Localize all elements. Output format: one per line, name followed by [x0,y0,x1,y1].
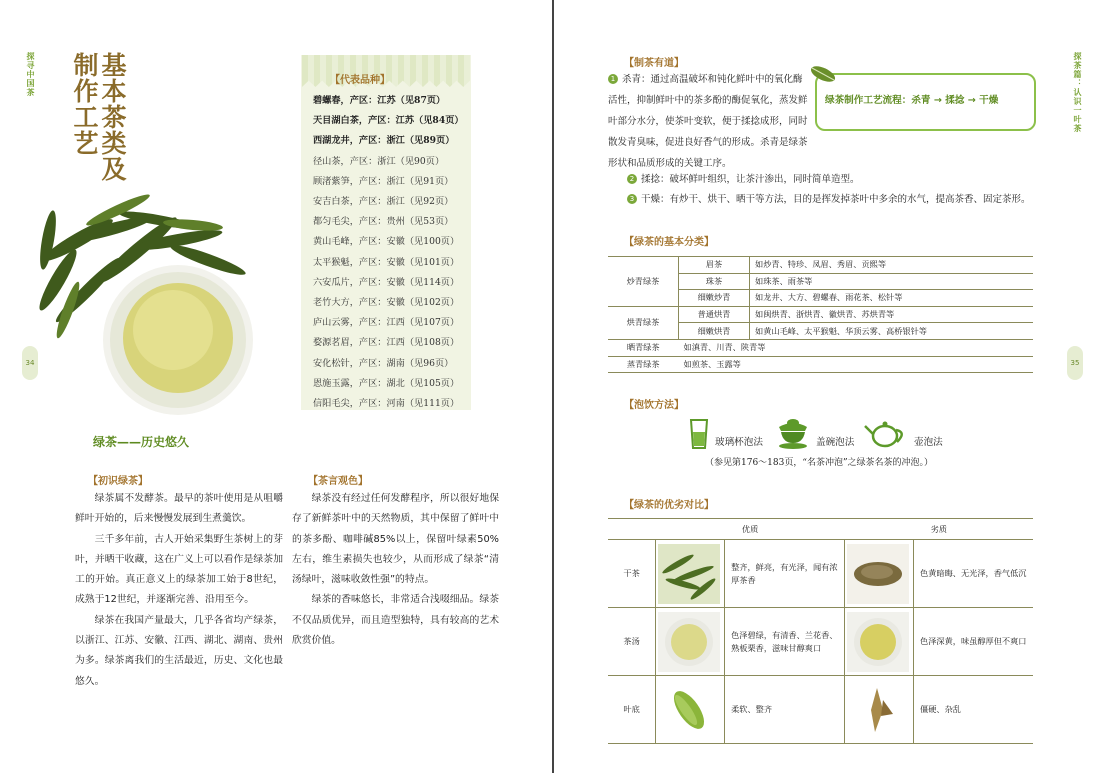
book-spine [552,0,554,773]
list-item: 西湖龙井，产区：浙江（见89页） [313,135,455,147]
examples: 如煎茶、玉露等 [679,356,1034,373]
process-step-2 [627,169,1047,190]
good-liquor-photo [656,608,725,676]
good-dry-leaf-photo [656,540,725,608]
list-item: 径山茶，产区：浙江（见90页） [313,155,445,167]
examples: 如黄山毛峰、太平猴魁、华顶云雾、高桥银针等 [750,323,1034,340]
comparison-title: 【绿茶的优劣对比】 [624,500,714,511]
list-item: 天目湖白茶，产区：江苏（见84页） [313,115,464,127]
group-name: 烘青绿茶 [608,306,679,339]
step-number: 2 [627,174,637,184]
paragraph: 三千多年前，古人开始采集野生茶树上的芽叶，并晒干收藏，这在广义上可以看作是绿茶加工的开始。真正意义上的绿茶加工始于8世纪，成熟于12世纪，并逐渐完善、沿用至今。 [75,533,283,606]
list-item: 太平猴魁，产区：安徽（见101页） [313,256,460,268]
view-text [292,489,499,651]
teapot-icon [863,418,909,448]
side-tab-left: 探寻中国茶 [26,52,35,97]
examples: 如龙井、大方、碧螺春、雨花茶、松针等 [750,290,1034,307]
header-bad: 劣质 [845,519,1033,540]
row-label: 茶汤 [608,608,656,676]
step-number: 3 [627,194,637,204]
step-text: 干燥：有炒干、烘干、晒干等方法，目的是挥发掉茶叶中多余的水气，提高茶香、固定茶形。 [641,194,1031,205]
header-empty [608,519,656,540]
examples: 如滇青、川青、陕青等 [679,339,1034,356]
good-desc: 整齐，鲜亮，有光泽，闻有浓厚茶香 [725,540,845,608]
comparison-table [608,518,1033,744]
examples: 如珠茶、雨茶等 [750,273,1034,290]
section-subtitle: 绿茶——历史悠久 [93,435,190,449]
paragraph: 绿茶没有经过任何发酵程序，所以很好地保存了新鲜茶叶中的天然物质，其中保留了鲜叶中的茶多酚、咖啡碱85%以上，保留叶绿素50%左右，维生素损失也较少，从而形成了绿茶“清汤绿叶，滋味收敛性强”的特点。 [292,493,499,586]
brew-method-bowl: 盖碗泡法 [816,437,855,448]
list-item: 黄山毛峰，产区：安徽（见100页） [313,236,460,248]
list-item: 恩施玉露，产区：湖北（见105页） [313,377,460,389]
process-title: 【制茶有道】 [624,58,684,69]
table-row [608,306,1033,323]
list-item: 信阳毛尖，产区：河南（见111页） [313,398,460,410]
list-item: 六安瓜片，产区：安徽（见114页） [313,276,460,288]
bad-desc: 僵硬、杂乱 [914,676,1033,744]
glass-cup-icon [689,418,709,450]
paragraph: 绿茶属不发酵茶。最早的茶叶使用是从咀嚼鲜叶开始的，后来慢慢发展到生煮羹饮。 [75,493,283,525]
intro-title: 【初识绿茶】 [88,476,148,487]
chapter-title-col1: 基本茶类及 [98,52,127,182]
sub-category: 细嫩炒青 [679,290,750,307]
classification-table [608,256,1033,373]
brewing-note: （参见第176～183页，“名茶冲泡”之绿茶名茶的冲泡。） [705,458,934,468]
sub-category: 珠茶 [679,273,750,290]
view-title: 【茶言观色】 [308,476,368,487]
table-row [608,257,1033,274]
intro-text [75,489,283,692]
list-item: 婺源茗眉，产区：江西（见108页） [313,337,460,349]
table-row [608,519,1033,540]
good-desc: 柔软、整齐 [725,676,845,744]
bad-liquor-photo [845,608,914,676]
process-step-1 [608,69,808,174]
good-desc: 色泽碧绿，有清香、兰花香、熟板栗香，滋味甘醇爽口 [725,608,845,676]
green-tea-photo [18,180,278,430]
sub-category: 普通烘青 [679,306,750,323]
side-tab-right: 探茶篇：认识一叶茶 [1073,52,1082,133]
page-number-left: 34 [22,346,38,380]
list-item: 都匀毛尖，产区：贵州（见53页） [313,216,454,228]
step-text: 杀青：通过高温破坏和钝化鲜叶中的氧化酶活性，抑制鲜叶中的茶多酚的酶促氧化，蒸发鲜叶部分水分，使茶叶变软，便于揉捻成形，同时散发青臭味，促进良好香气的形成。杀青是绿茶形状和品质形成的关键工序。 [608,74,808,169]
representative-title: 【代表品种】 [330,75,390,86]
bad-desc: 色泽深黄，味虽醇厚但不爽口 [914,608,1033,676]
table-row [608,676,1033,744]
step-text: 揉捻：破坏鲜叶组织，让茶汁渗出，同时简单造型。 [641,174,860,185]
brewing-title: 【泡饮方法】 [624,400,684,411]
good-infused-leaf-photo [656,676,725,744]
bad-dry-leaf-photo [845,540,914,608]
examples: 如炒青、特珍、凤眉、秀眉、贡熙等 [750,257,1034,274]
representative-list [313,91,464,414]
group-name: 炒青绿茶 [608,257,679,307]
chapter-title-col2: 制作工艺 [70,52,99,156]
page-number-right: 35 [1067,346,1083,380]
row-label: 叶底 [608,676,656,744]
table-row [608,540,1033,608]
group-name: 晒青绿茶 [608,339,679,356]
row-label: 干茶 [608,540,656,608]
tea-leaf-icon [808,62,838,86]
classification-title: 【绿茶的基本分类】 [624,237,714,248]
list-item: 安吉白茶，产区：浙江（见92页） [313,196,454,208]
sub-category: 细嫩烘青 [679,323,750,340]
brew-method-glass: 玻璃杯泡法 [715,437,763,448]
process-flow-text: 绿茶制作工艺流程：杀青 → 揉捻 → 干燥 [825,95,999,106]
list-item: 老竹大方，产区：安徽（见102页） [313,297,460,309]
table-row [608,339,1033,356]
brew-method-teapot: 壶泡法 [914,437,943,448]
left-page [0,0,552,773]
sub-category: 眉茶 [679,257,750,274]
paragraph: 绿茶的香味悠长，非常适合浅啜细品。绿茶不仅品质优异，而且造型独特，具有较高的艺术欣赏价值。 [292,594,499,647]
header-good: 优质 [656,519,845,540]
step-number: 1 [608,74,618,84]
process-step-3 [627,189,1047,210]
list-item: 庐山云雾，产区：江西（见107页） [313,317,460,329]
bad-desc: 色黄暗晦、无光泽，香气低沉 [914,540,1033,608]
group-name: 蒸青绿茶 [608,356,679,373]
list-item: 顾渚紫笋，产区：浙江（见91页） [313,175,454,187]
bad-infused-leaf-photo [845,676,914,744]
paragraph: 绿茶在我国产量最大，几乎各省均产绿茶，以浙江、江苏、安徽、江西、湖北、湖南、贵州为多。绿茶离我们的生活最近，历史、文化也最悠久。 [75,614,283,687]
list-item: 碧螺春，产区：江苏（见87页） [313,95,446,106]
examples: 如闽烘青、浙烘青、徽烘青、苏烘青等 [750,306,1034,323]
table-row [608,608,1033,676]
table-row [608,356,1033,373]
covered-bowl-icon [776,415,810,449]
list-item: 安化松针，产区：湖南（见96页） [313,357,454,369]
